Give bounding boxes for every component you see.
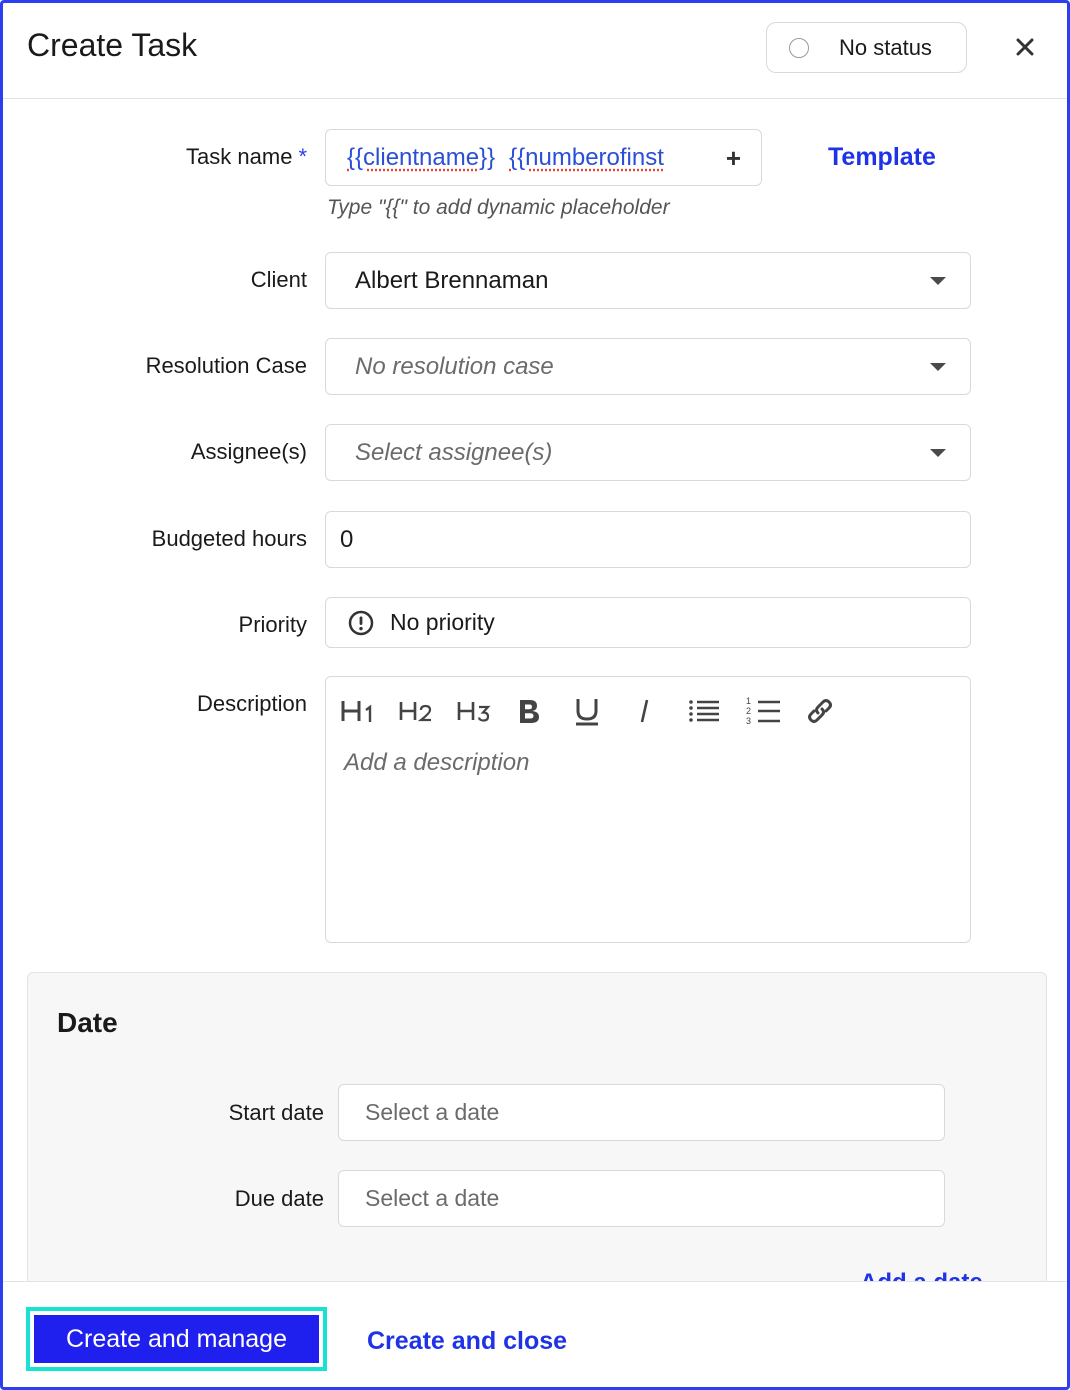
link-button[interactable] [804, 693, 862, 729]
required-marker: * [298, 144, 307, 169]
start-date-input[interactable] [338, 1084, 945, 1141]
bullet-list-button[interactable] [688, 693, 746, 729]
priority-select[interactable] [325, 597, 971, 648]
task-name-hint: Type "{{" to add dynamic placeholder [327, 196, 670, 219]
client-value: Albert Brennaman [355, 266, 549, 294]
assignees-placeholder: Select assignee(s) [355, 438, 553, 466]
date-section-title: Date [57, 1007, 118, 1038]
task-name-input[interactable] [325, 129, 762, 186]
italic-icon [630, 695, 660, 727]
create-and-manage-button[interactable]: Create and manage [34, 1315, 319, 1363]
resolution-case-select[interactable] [325, 338, 971, 395]
bold-button[interactable] [514, 693, 572, 729]
italic-button[interactable] [630, 693, 688, 729]
description-label: Description [196, 691, 307, 716]
numbered-list-icon [746, 695, 782, 727]
heading-1-button[interactable] [340, 693, 398, 729]
status-button[interactable] [766, 22, 967, 73]
svg-text:3: 3 [746, 716, 752, 726]
due-date-input[interactable] [338, 1170, 945, 1227]
priority-alert-icon [348, 610, 374, 636]
status-radio-icon [789, 38, 809, 58]
dialog-title: Create Task [27, 27, 198, 63]
chevron-down-icon [930, 277, 946, 285]
svg-text:1: 1 [746, 696, 752, 706]
start-date-placeholder: Select a date [365, 1099, 500, 1125]
client-select[interactable] [325, 252, 971, 309]
assignees-label: Assignee(s) [190, 439, 307, 464]
client-label: Client [250, 267, 307, 292]
resolution-case-placeholder: No resolution case [355, 352, 554, 380]
chevron-down-icon [930, 363, 946, 371]
underline-icon [572, 695, 602, 727]
editor-toolbar [340, 693, 862, 729]
svg-text:2: 2 [746, 706, 752, 716]
priority-value: No priority [390, 609, 495, 635]
budgeted-hours-value: 0 [340, 525, 354, 553]
create-and-close-button[interactable]: Create and close [367, 1327, 568, 1355]
bullet-list-icon [688, 695, 722, 727]
close-icon [1016, 38, 1034, 56]
due-date-placeholder: Select a date [365, 1185, 500, 1211]
description-placeholder: Add a description [344, 749, 530, 776]
heading-3-button[interactable] [456, 693, 514, 729]
focus-ring [26, 1307, 327, 1371]
due-date-label: Due date [234, 1186, 324, 1211]
start-date-label: Start date [228, 1100, 324, 1125]
chevron-down-icon [930, 449, 946, 457]
link-icon [804, 695, 836, 727]
budgeted-hours-label: Budgeted hours [151, 526, 307, 551]
numbered-list-button[interactable] [746, 693, 804, 729]
add-placeholder-icon[interactable]: + [720, 143, 741, 174]
dialog-header [3, 3, 1067, 99]
heading-3-icon [456, 695, 496, 727]
assignees-select[interactable] [325, 424, 971, 481]
template-link[interactable]: Template [828, 143, 936, 171]
task-name-label-text: Task name [186, 144, 293, 169]
placeholder-chip-clientname[interactable]: {{clientname}} [347, 143, 496, 171]
bold-icon [514, 695, 544, 727]
resolution-case-label: Resolution Case [145, 353, 307, 378]
task-name-label [186, 144, 307, 170]
dialog-footer [3, 1281, 1067, 1390]
heading-1-icon [340, 695, 380, 727]
budgeted-hours-input[interactable] [325, 511, 971, 568]
heading-2-button[interactable] [398, 693, 456, 729]
underline-button[interactable] [572, 693, 630, 729]
priority-label: Priority [238, 612, 307, 637]
placeholder-chip-numberofinst[interactable]: {{numberofinst [509, 143, 664, 171]
description-editor[interactable] [325, 676, 971, 943]
heading-2-icon [398, 695, 438, 727]
close-button[interactable] [1011, 33, 1039, 61]
status-label: No status [839, 34, 932, 60]
